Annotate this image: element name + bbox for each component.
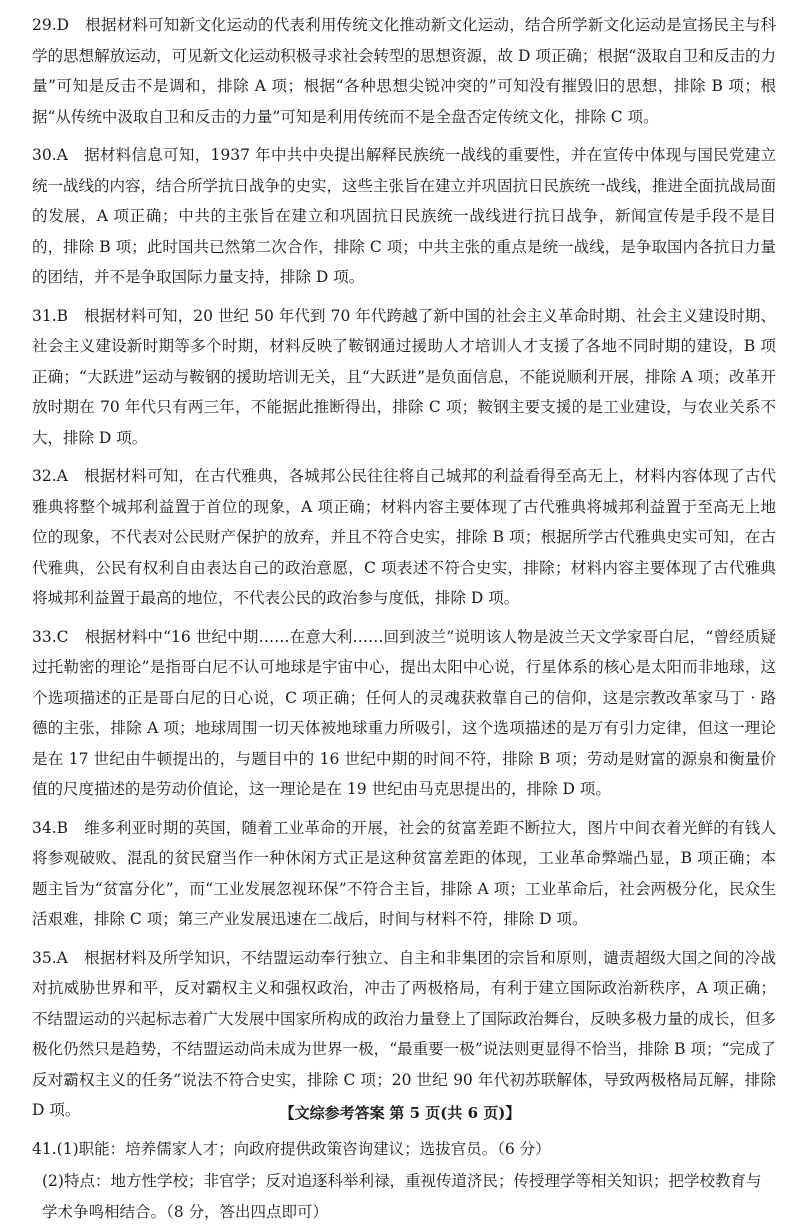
answer-item-29 bbox=[32, 10, 776, 132]
question-number: 35. bbox=[32, 948, 57, 967]
answer-item-31 bbox=[32, 301, 776, 454]
answer-explanation: 根据材料可知，20 世纪 50 年代到 70 年代跨越了新中国的社会主义革命时期、社会主义建设时期、社会主义建设新时期等多个时期，材料反映了鞍钢通过援助人才培训人才支援了各地不同时期的建设，B 项正确；“大跃进”运动与鞍钢的援助培训无关，且“大跃进”是负面信息，不能说顺利开展，排除 A 项；改革开放时期在 70 年代只有两三年，不能据此推断得出，排除 C 项；鞍钢主要支援的是工业建设，与农业关系不大，排除 D 项。 bbox=[32, 306, 776, 447]
answer-item-41-part1 bbox=[32, 1134, 776, 1165]
answer-choice: B bbox=[56, 818, 69, 837]
answer-explanation: 根据材料可知新文化运动的代表利用传统文化推动新文化运动，结合所学新文化运动是宣扬民主与科学的思想解放运动，可见新文化运动积极寻求社会转型的思想资源，故 D 项正确；根据“汲取自卫和反击的力量”可知是反击不是调和，排除 A 项；根据“各种思想尖锐冲突的”可知没有摧毁旧的思想，排除 B 项；根据“从传统中汲取自卫和反击的力量”可知是利用传统而不是全盘否定传统文化，排除 C 项。 bbox=[32, 16, 776, 126]
answer-explanation: 根据材料中“16 世纪中期……在意大利……回到波兰”说明该人物是波兰天文学家哥白尼，“曾经质疑过托勒密的理论”是指哥白尼不认可地球是宇宙中心，提出太阳中心说，行星体系的核心是太阳而非地球，这个选项描述的正是哥白尼的日心说，C 项正确；任何人的灵魂获救靠自己的信仰，这是宗教改革家马丁 · 路德的主张，排除 A 项；地球周围一切天体被地球重力所吸引，这个选项描述的是万有引力定律，但这一理论是在 17 世纪由牛顿提出的，与题目中的 16 世纪中期的时间不符，排除 B 项；劳动是财富的源泉和衡量价值的尺度描述的是劳动价值论，这一理论是在 19 世纪由马克思提出的，排除 D 项。 bbox=[32, 627, 776, 798]
question-number: 32. bbox=[32, 467, 57, 485]
answer-choice: A bbox=[56, 467, 68, 485]
footer-page-number: 第 5 页(共 6 页)】 bbox=[389, 1104, 521, 1122]
question-number: 31. bbox=[32, 306, 57, 325]
question-number: 41. bbox=[32, 1139, 57, 1158]
answer-explanation: 根据材料及所学知识，不结盟运动奉行独立、自主和非集团的宗旨和原则，谴责超级大国之间的冷战对抗威胁世界和平，反对霸权主义和强权政治，冲击了两极格局，有利于建立国际政治新秩序，A 项正确；不结盟运动的兴起标志着广大发展中国家所构成的政治力量登上了国际政治舞台，反映多极力量的成长，但多极化仍然只是趋势，不结盟运动尚未成为世界一极，“最重要一极”说法则更显得不恰当，排除 B 项；“完成了反对霸权主义的任务”说法不符合史实，排除 C 项；20 世纪 90 年代初苏联解体，导致两极格局瓦解，排除 D 项。 bbox=[32, 948, 777, 1119]
answer-explanation: 据材料信息可知，1937 年中共中央提出解释民族统一战线的重要性，并在宣传中体现与国民党建立统一战线的内容，结合所学抗日战争的史实，这些主张旨在建立并巩固抗日民族统一战线，推进全面抗战局面的发展，A 项正确；中共的主张旨在建立和巩固抗日民族统一战线进行抗日战争，新闻宣传是手段不是目的，排除 B 项；此时国共已然第二次合作，排除 C 项；中共主张的重点是统一战线，是争取国内各抗日力量的团结，并不是争取国际力量支持，排除 D 项。 bbox=[32, 146, 777, 286]
answer-item-30 bbox=[32, 140, 776, 293]
answer-item-33 bbox=[32, 622, 776, 805]
answer-choice: D bbox=[56, 16, 70, 34]
answer-choice: B bbox=[56, 306, 69, 325]
footer-title: 【文综参考答案 bbox=[279, 1104, 385, 1122]
page-footer bbox=[0, 1102, 800, 1123]
answer-explanation: 根据材料可知，在古代雅典，各城邦公民往往将自己城邦的利益看得至高无上，材料内容体现了古代雅典将整个城邦利益置于首位的现象，A 项正确；材料内容主要体现了古代雅典将城邦利益置于至高无上地位的现象，不代表对公民财产保护的放弃，并且不符合史实，排除 B 项；根据所学古代雅典史实可知，在古代雅典，公民有权利自由表达自己的政治意愿，C 项表述不符合史实，排除；材料内容主要体现了古代雅典将城邦利益置于最高的地位，不代表公民的政治参与度低，排除 D 项。 bbox=[32, 467, 776, 607]
answer-item-41-part2 bbox=[32, 1166, 776, 1227]
answer-explanation: 维多利亚时期的英国，随着工业革命的开展，社会的贫富差距不断拉大，图片中间衣着光鲜的有钱人将参观破败、混乱的贫民窟当作一种休闲方式正是这种贫富差距的体现，工业革命弊端凸显，B 项正确；本题主旨为“贫富分化”，而“工业发展忽视环保”不符合主旨，排除 A 项；工业革命后，社会两极分化，民众生活艰难，排除 C 项；第三产业发展迅速在二战后，时间与材料不符，排除 D 项。 bbox=[32, 818, 776, 928]
answer-item-35 bbox=[32, 943, 776, 1126]
answer-item-34 bbox=[32, 813, 776, 935]
question-number: 34. bbox=[32, 818, 57, 837]
answer-choice: A bbox=[56, 146, 68, 164]
answer-part-2: (2)特点：地方性学校；非官学；反对追逐科举利禄，重视传道济民；传授理学等相关知识；把学校教育与学术争鸣相结合。（8 分，答出四点即可） bbox=[42, 1172, 762, 1221]
answer-item-32 bbox=[32, 461, 776, 614]
question-number: 33. bbox=[32, 627, 57, 646]
question-number: 29. bbox=[32, 16, 57, 34]
answer-choice: C bbox=[56, 627, 69, 646]
question-number: 30. bbox=[32, 146, 57, 164]
answer-choice: A bbox=[56, 948, 68, 967]
answer-part-1: (1)职能：培养儒家人才；向政府提供政策咨询建议；选拔官员。（6 分） bbox=[56, 1139, 551, 1158]
